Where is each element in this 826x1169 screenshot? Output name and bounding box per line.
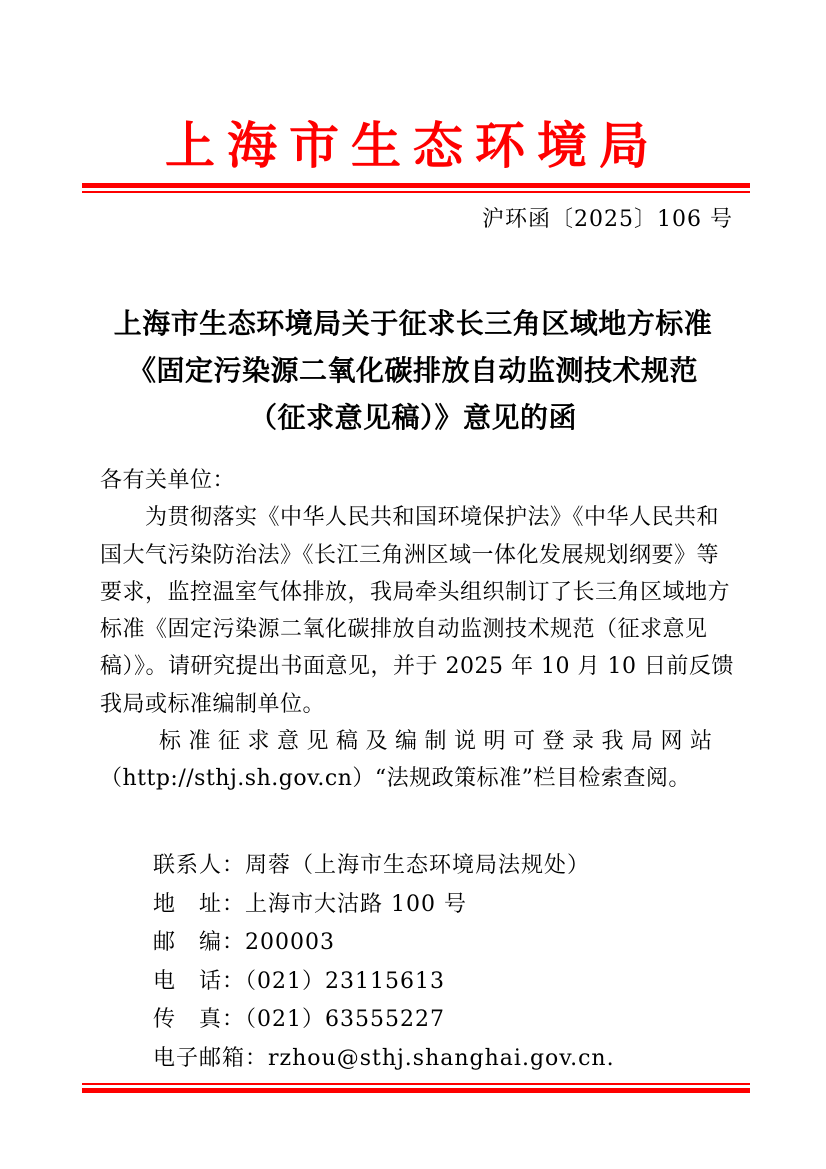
contact-address-line: 地 址：上海市大沽路 100 号 (153, 891, 467, 917)
document-title-line-1: 上海市生态环境局关于征求长三角区域地方标准 (113, 307, 713, 340)
letterhead-org-title: 上海市生态环境局 (165, 116, 661, 175)
footer-rule-thin (82, 1083, 750, 1085)
doc-reference-number: 沪环函〔2025〕106 号 (482, 207, 733, 232)
contact-email-line: 电子邮箱：rzhou@sthj.shanghai.gov.cn. (153, 1045, 615, 1071)
document-title-line-3: （征求意见稿）》意见的函 (248, 401, 577, 434)
salutation-line: 各有关单位： (100, 468, 236, 493)
document-title-line-2: 《固定污染源二氧化碳排放自动监测技术规范 (127, 354, 698, 387)
letterhead-rule-thick (82, 183, 750, 188)
body-line-website: （http://sthj.sh.gov.cn）“法规政策标准”栏目检索查阅。 (100, 766, 691, 792)
body-line-justified: 标准征求意见稿及编制说明可登录我局网站 (100, 729, 720, 755)
contact-info (153, 847, 753, 1079)
body-line: 国大气污染防治法》《长江三角洲区域一体化发展规划纲要》等 (100, 542, 720, 568)
letterhead-rule-thin (82, 191, 750, 193)
body-line: 要求，监控温室气体排放，我局牵头组织制订了长三角区域地方 (100, 579, 731, 605)
body-line-deadline: 稿）》。请研究提出书面意见，并于 2025 年 10 月 10 日前反馈 (100, 654, 734, 680)
letter-body (100, 462, 740, 798)
footer-rule-thick (82, 1088, 750, 1093)
contact-fax-line: 传 真：（021）63555227 (153, 1007, 445, 1033)
contact-postcode-line: 邮 编：200003 (153, 930, 335, 956)
body-line: 为贯彻落实《中华人民共和国环境保护法》《中华人民共和 (100, 505, 720, 531)
body-line: 我局或标准编制单位。 (100, 691, 326, 717)
contact-phone-line: 电 话：（021）23115613 (153, 968, 445, 994)
body-line: 标准《固定污染源二氧化碳排放自动监测技术规范（征求意见 (100, 617, 708, 643)
contact-person-line: 联系人：周蓉（上海市生态环境局法规处） (153, 853, 591, 878)
document-title (0, 300, 826, 441)
